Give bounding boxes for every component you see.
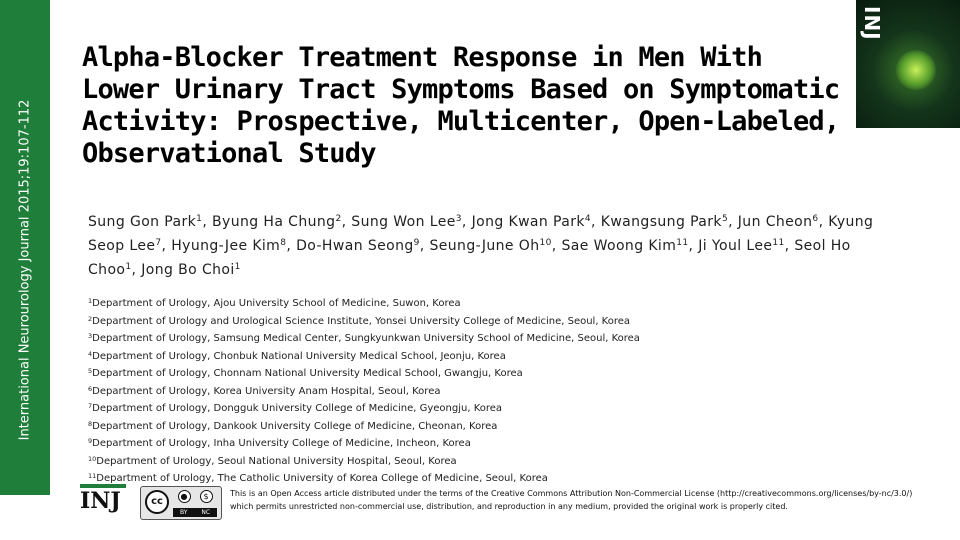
inj-logo	[80, 484, 128, 518]
affiliation-item	[88, 434, 908, 452]
affiliation-text: Department of Urology, Ajou University School of Medicine, Suwon, Korea	[92, 298, 461, 309]
author-name: Do-Hwan Seong	[296, 238, 414, 254]
affiliation-marker: 3	[88, 332, 93, 340]
author-affiliation-marker: 6	[812, 214, 819, 224]
author-name: Jong Kwan Park	[471, 214, 585, 230]
affiliation-text: Department of Urology, Chonbuk National University Medical School, Jeonju, Korea	[92, 350, 506, 362]
license-text: This is an Open Access article distributed under the terms of the Creative Commons Attribution Non-Commercial License (http://creativecommons.org/licenses/by-nc/3.0/) which permits unrestricted non-commercial use, distribution, and reproduction in any medium, provided the original work is properly cited.	[230, 489, 913, 511]
affiliation-text: Department of Urology, Inha University College of Medicine, Incheon, Korea	[92, 438, 471, 449]
journal-cover-image	[856, 0, 960, 128]
affiliation-item	[88, 399, 908, 417]
author-name: Seung-June Oh	[429, 238, 540, 254]
affiliation-item	[88, 329, 908, 347]
journal-citation: International Neurourology Journal 2015;19:107-112	[17, 99, 33, 441]
author-name: Ji Youl Lee	[698, 238, 773, 254]
affiliation-marker: 10	[88, 454, 97, 463]
affiliation-marker: 1	[88, 297, 93, 305]
affiliation-item	[88, 364, 908, 382]
author-affiliation-marker: 2	[335, 214, 342, 224]
noncommercial-icon: $	[200, 490, 213, 503]
affiliation-text: Department of Urology, Seoul National University Hospital, Seoul, Korea	[96, 455, 457, 467]
author-affiliation-marker: 1	[125, 262, 132, 272]
journal-sidebar	[0, 0, 52, 540]
affiliation-text: Department of Urology, Korea University Anam Hospital, Seoul, Korea	[92, 385, 441, 397]
affiliation-marker: 8	[88, 419, 93, 428]
affiliation-marker: 4	[88, 349, 93, 358]
author-name: Jun Cheon	[737, 214, 813, 230]
author-name: Kyung Seop Lee	[88, 214, 874, 254]
affiliation-marker: 5	[88, 367, 93, 375]
cc-license-badge[interactable]	[140, 486, 222, 520]
affiliation-list	[88, 294, 908, 487]
author-affiliation-marker: 4	[584, 214, 592, 224]
affiliation-text: Department of Urology, Samsung Medical Center, Sungkyunkwan University School of Medicine, Seoul, Korea	[92, 333, 640, 344]
affiliation-marker: 2	[88, 314, 93, 323]
cover-logo: INJ	[860, 6, 884, 41]
affiliation-item	[88, 469, 908, 487]
attribution-icon: ●	[178, 490, 191, 503]
affiliation-marker: 9	[88, 437, 93, 445]
author-name: Jong Bo Choi	[141, 262, 235, 278]
affiliation-marker: 11	[88, 472, 97, 480]
author-name: Sung Gon Park	[88, 214, 197, 230]
author-affiliation-marker: 1	[196, 214, 203, 224]
author-affiliation-marker: 1	[234, 262, 241, 272]
nc-label: NC	[201, 509, 211, 516]
author-affiliation-marker: 11	[676, 238, 689, 248]
author-name: Sung Won Lee	[351, 214, 456, 230]
author-name: Kwangsung Park	[600, 214, 722, 230]
author-affiliation-marker: 11	[772, 238, 785, 248]
affiliation-text: Department of Urology, Chonnam National University Medical School, Gwangju, Korea	[92, 368, 523, 379]
affiliation-marker: 6	[88, 384, 93, 393]
article-title: Alpha-Blocker Treatment Response in Men With Lower Urinary Tract Symptoms Based on Symptomatic Activity: Prospective, Multicenter, Open-Labeled, Observational Study	[82, 42, 840, 169]
affiliation-item	[88, 312, 908, 330]
logo-text: INJ	[80, 488, 121, 514]
by-label: BY	[179, 509, 188, 516]
affiliation-item	[88, 347, 908, 365]
affiliation-item	[88, 294, 908, 312]
author-name: Byung Ha Chung	[212, 214, 336, 230]
author-affiliation-marker: 3	[455, 214, 462, 224]
author-affiliation-marker: 10	[539, 238, 552, 248]
author-name: Seol Ho Choo	[88, 238, 851, 278]
cover-art	[896, 50, 936, 90]
cc-icon: cc	[145, 490, 169, 514]
affiliation-item	[88, 452, 908, 470]
author-name: Hyung-Jee Kim	[171, 238, 281, 254]
author-affiliation-marker: 7	[155, 238, 162, 248]
author-affiliation-marker: 8	[280, 238, 287, 248]
affiliation-marker: 7	[88, 402, 93, 410]
affiliation-text: Department of Urology, Dankook University College of Medicine, Cheonan, Korea	[92, 420, 498, 432]
affiliation-text: Department of Urology and Urological Science Institute, Yonsei University College of Medicine, Seoul, Korea	[92, 315, 631, 327]
affiliation-text: Department of Urology, Dongguk University College of Medicine, Gyeongju, Korea	[92, 403, 503, 414]
affiliation-text: Department of Urology, The Catholic University of Korea College of Medicine, Seoul, Korea	[96, 473, 548, 484]
author-affiliation-marker: 9	[413, 238, 420, 248]
author-affiliation-marker: 5	[721, 214, 729, 224]
affiliation-item	[88, 417, 908, 435]
author-list: Sung Gon Park$^1$, Byung Ha Chung$^2$, Sung Won Lee$^3$, Jong Kwan Park$^4$, Kwangsung Park$^5$, Jun Cheon$^6$, Kyung Seop Lee$^7$, Hyung-Jee Kim$^8$, Do-Hwan Seong$^9$, Seung-June Oh$^{10}$, Sae Woong Kim$^{11}$, Ji Youl Lee$^{11}$, Seol Ho Choo$^1$, Jong Bo Choi$^1$	[88, 214, 874, 278]
affiliation-item	[88, 382, 908, 400]
author-name: Sae Woong Kim	[561, 238, 677, 254]
